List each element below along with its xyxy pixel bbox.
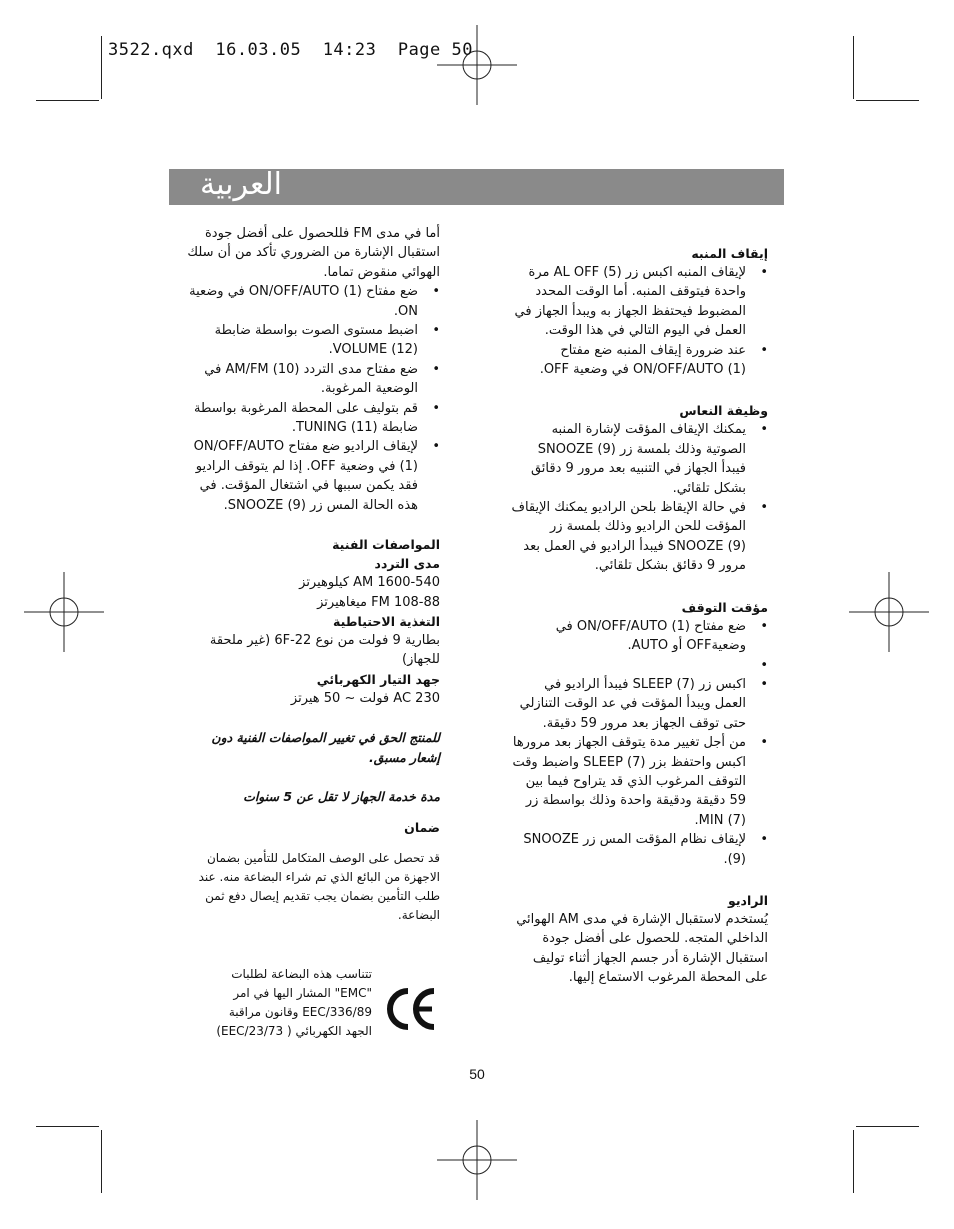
crop-mark (36, 1126, 99, 1127)
list-item: • لإيقاف الراديو ضع مفتاح ON/OFF/AUTO (1) في وضعية OFF. إذا لم يتوقف الراديو فقد يكمن سببها في اشتغال المؤقت. في هذه الحالة المس زر SNOOZE (9). (193, 439, 440, 513)
snooze-list (510, 420, 768, 575)
emc-note (216, 965, 372, 1041)
bullet-icon: • (760, 422, 768, 438)
list-item: • لإيقاف المنبه اكبس زر AL OFF (5) مرة واحدة فيتوقف المنبه. أما الوقت المحدد المضبوط فيحتفظ الجهاز به ويبدأ الجهاز في العمل في اليوم التالي في هذا الوقت. (514, 265, 768, 339)
radio-paragraph: يُستخدم لاستقبال الإشارة في مدى AM الهوائي الداخلي المتجه. للحصول على أفضل جودة استقبال الإشارة أدر جسم الجهاز أثناء توليف على المحطة المرغوب الاستماع إليها. (516, 911, 768, 986)
sleep-timer-list (510, 617, 768, 869)
mains-voltage-heading: جهد التيار الكهربائي (316, 671, 440, 687)
list-item: • من أجل تغيير مدة يتوقف الجهاز بعد مرورها اكبس واحتفظ بزر SLEEP (7) واضبط وقت التوقف المرغوب الذي قد يتراوح فيما بين 59 دقيقة ودقيقة واحدة وذلك بواسطة زر MIN (7). (512, 735, 768, 828)
crop-mark (101, 36, 102, 99)
mains-voltage-text: 230 AC فولت ~ 50 هيرتز (290, 690, 440, 706)
list-item: • ضع مفتاح ON/OFF/AUTO (1) في وضعية ON. (189, 284, 440, 319)
bullet-icon: • (432, 361, 440, 377)
list-item: • عند ضرورة إيقاف المنبه ضع مفتاح ON/OFF/AUTO (1) في وضعية OFF. (539, 342, 768, 378)
warranty-heading: ضمان (404, 820, 440, 836)
warranty-paragraph: قد تحصل على الوصف المتكامل للتأمين بضمان الاجهزة من البائع الذي تم شراء البضاعة منه. عند طلب التأمين بضمان يجب تقديم إيصال دفع ثمن البضاعة. (198, 851, 440, 923)
list-item: • اكبس زر SLEEP (7) فيبدأ الراديو في العمل ويبدأ المؤقت في عد الوقت التنازلي حتى توقف الجهاز بعد مرور 59 دقيقة. (519, 676, 768, 731)
frequency-range-heading: مدى التردد (374, 556, 440, 572)
crop-mark (36, 100, 99, 101)
bullet-icon: • (432, 400, 440, 416)
section-heading-snooze: وظيفة النعاس (679, 403, 768, 419)
ce-mark-icon (384, 985, 438, 1033)
specs-change-notice: للمنتج الحق في تغيير المواصفات الفنية دون إشعار مسبق. (211, 730, 440, 765)
crop-mark (853, 1130, 854, 1193)
specs-heading: المواصفات الفنية (332, 537, 440, 553)
list-item: • لإيقاف نظام المؤقت المس زر SNOOZE (9). (523, 832, 768, 867)
section-heading-radio: الراديو (728, 892, 768, 908)
section-heading-alarm-off: إيقاف المنبه (691, 246, 768, 261)
bullet-icon: • (760, 618, 768, 634)
list-item: • قم بتوليف على المحطة المرغوبة بواسطة ضابطة TUNING (11). (194, 400, 440, 436)
bullet-icon: • (760, 657, 768, 673)
crop-mark (853, 36, 854, 99)
list-item: • اضبط مستوى الصوت بواسطة ضابطة VOLUME (12). (214, 323, 440, 358)
fm-range: 108-88 FM ميغاهيرتز (317, 594, 440, 610)
bullet-icon: • (432, 323, 440, 339)
registration-mark-top (437, 25, 517, 105)
bullet-icon: • (760, 342, 768, 358)
registration-mark-left (24, 572, 104, 652)
bullet-icon: • (760, 676, 768, 692)
radio-steps-list (184, 282, 440, 515)
bullet-icon: • (760, 265, 768, 280)
ce-mark (384, 985, 438, 1033)
registration-mark-right (849, 572, 929, 652)
backup-power-heading: التغذية الاحتياطية (333, 613, 440, 629)
bullet-icon: • (760, 832, 768, 848)
list-item: • يمكنك الإيقاف المؤقت لإشارة المنبه الصوتية وذلك بلمسة زر SNOOZE (9) فيبدأ الجهاز في التنبيه بعد مرور 9 دقائق بشكل تلقائي. (530, 422, 768, 496)
section-heading-sleep-timer: مؤقت التوقف (681, 599, 768, 615)
left-column (184, 224, 440, 925)
fm-intro-paragraph: أما في مدى FM فللحصول على أفضل جودة استقبال الإشارة من الضروري تأكد من أن سلك الهوائي منقوض تماما. (187, 226, 440, 280)
crop-mark (101, 1130, 102, 1193)
emc-text: تتناسب هذه البضاعة لطلبات "EMC" المشار اليها في امر EEC/336/89 وقانون مراقبة الجهد الكهربائي ( EEC/23/73) (216, 967, 372, 1038)
list-item (510, 656, 768, 675)
list-item: • في حالة الإيقاظ بلحن الراديو يمكنك الإيقاف المؤقت للحن الراديو وذلك بلمسة زر SNOOZE (9) فيبدأ الراديو في العمل بعد مرور 9 دقائق بشكل تلقائي. (511, 500, 768, 574)
page-number: 50 (469, 1066, 485, 1082)
bullet-icon: • (432, 284, 440, 300)
bullet-icon: • (760, 500, 768, 516)
crop-mark (856, 100, 919, 101)
bullet-icon: • (432, 439, 440, 455)
print-slug: 3522.qxd 16.03.05 14:23 Page 50 (108, 40, 473, 60)
bullet-icon: • (760, 735, 768, 751)
registration-mark-bottom (437, 1120, 517, 1200)
language-title: العربية (200, 167, 282, 202)
am-range: 1600-540 AM كيلوهيرتز (299, 575, 440, 591)
right-column (510, 244, 768, 988)
list-item: • ضع مفتاح مدى التردد AM/FM (10) في الوضعية المرغوبة. (204, 361, 440, 397)
service-life-note: مدة خدمة الجهاز لا تقل عن 5 سنوات (243, 788, 440, 804)
backup-power-text: بطارية 9 فولت من نوع 6F-22 (غير ملحقة للجهاز) (209, 632, 440, 668)
alarm-off-list (510, 263, 768, 379)
crop-mark (856, 1126, 919, 1127)
list-item: • ضع مفتاح ON/OFF/AUTO (1) في وضعيةOFF أو AUTO. (555, 618, 768, 654)
